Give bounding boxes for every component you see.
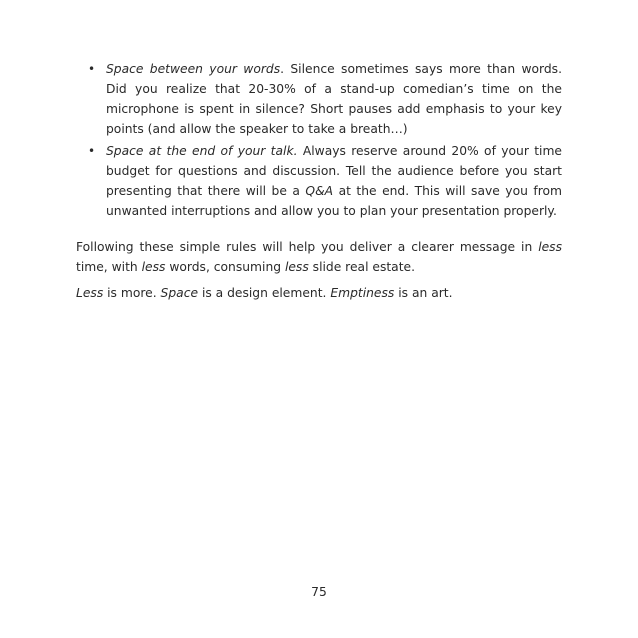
bullet-list	[76, 59, 562, 221]
bullet-text: . Silence sometimes says more than words. Did you realize that 20-30% of a stand-up comedian’s time on the microphone is spent in silence? Short pauses add emphasis to your key points (and allow the speaker to take a breath…)	[106, 62, 562, 136]
qa-emphasis: Q&A	[305, 184, 334, 198]
bullet-lead: Space at the end of your talk.	[106, 144, 298, 158]
bullet-text: Always reserve around 20% of your time budget for questions and discussion. Tell the audience before you start presenting that there will be a	[106, 144, 562, 198]
emphasis-less: Less	[76, 286, 104, 300]
paragraph-text: time, with	[76, 260, 142, 274]
bullet-text: at the end. This will save you from unwanted interruptions and allow you to plan your presentation properly.	[106, 184, 562, 218]
bullet-item-space-between-words	[76, 59, 562, 139]
paragraph-less-is-more	[76, 283, 562, 303]
emphasis-space: Space	[160, 286, 199, 300]
emphasis-less: less	[141, 260, 166, 274]
paragraph-following-rules	[76, 237, 562, 277]
paragraph-text: Following these simple rules will help you deliver a clearer message in	[76, 240, 539, 254]
emphasis-emptiness: Emptiness	[330, 286, 395, 300]
bullet-lead: Space between your words	[106, 62, 281, 76]
bullet-icon: •	[88, 144, 96, 158]
paragraph-text: slide real estate.	[308, 260, 416, 274]
paragraph-text: is an art.	[394, 286, 453, 300]
bullet-icon: •	[88, 62, 96, 76]
bullet-item-space-end-of-talk	[76, 141, 562, 221]
paragraph-text: is a design element.	[198, 286, 331, 300]
paragraph-text: is more.	[103, 286, 161, 300]
paragraph-text: words, consuming	[165, 260, 285, 274]
emphasis-less: less	[284, 260, 309, 274]
page-number: 75	[311, 585, 327, 599]
emphasis-less: less	[538, 240, 562, 254]
page-body	[76, 59, 562, 303]
